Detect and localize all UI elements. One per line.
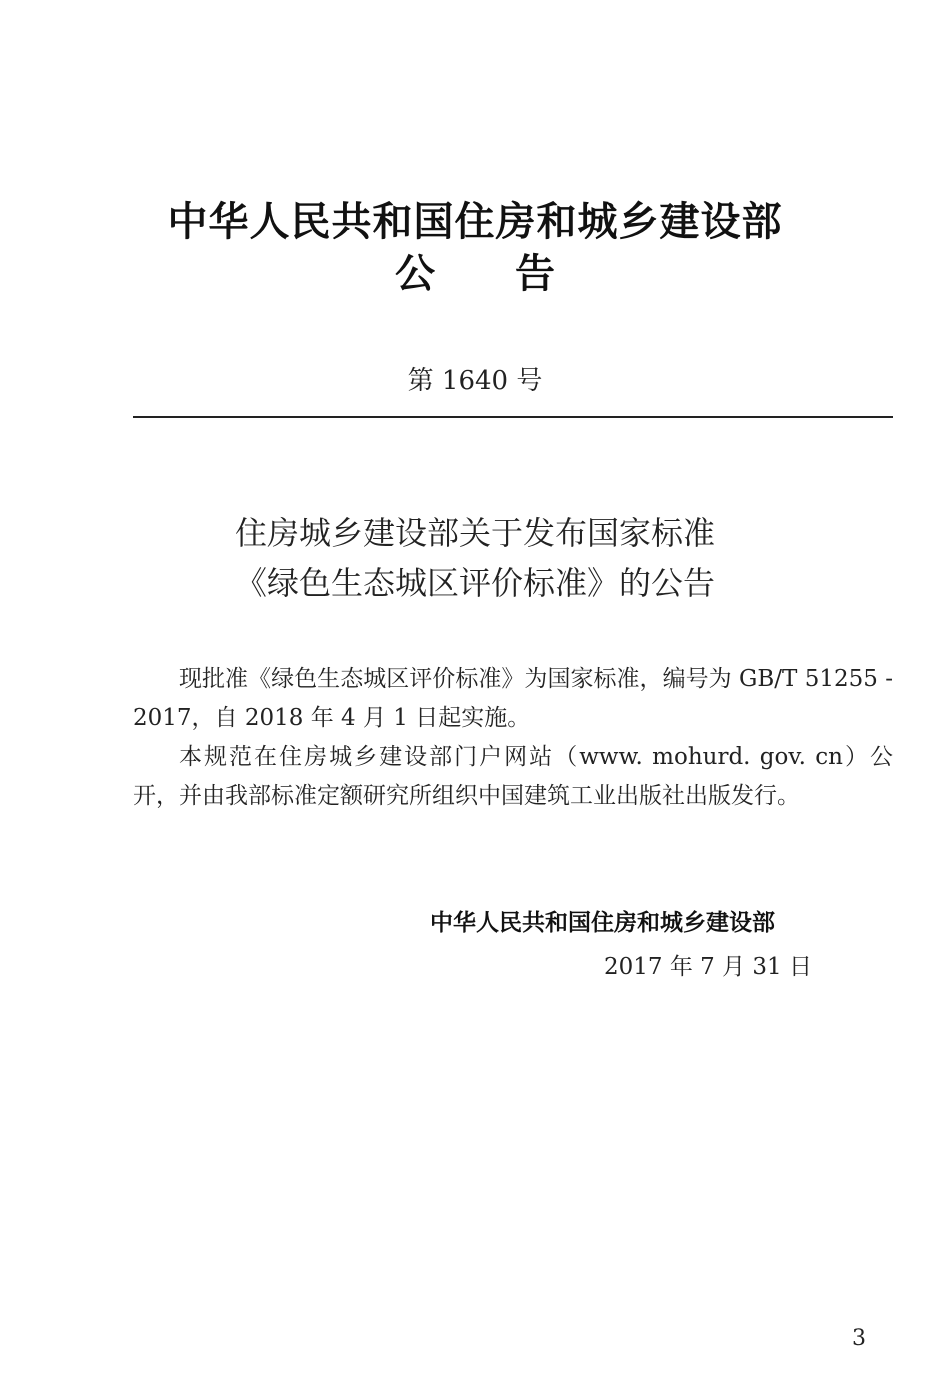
header-divider xyxy=(133,416,893,418)
title-line-2: 《绿色生态城区评价标准》的公告 xyxy=(234,564,715,602)
announcement-title xyxy=(0,508,950,608)
document-type-heading: 公告 xyxy=(395,250,635,297)
signature-organization: 中华人民共和国住房和城乡建设部 xyxy=(430,910,775,936)
body-paragraph-1: 现批准《绿色生态城区评价标准》为国家标准，编号为 GB/T 51255 - 2017，自 2018 年 4 月 1 日起实施。 xyxy=(133,666,893,731)
title-line-1: 住房城乡建设部关于发布国家标准 xyxy=(234,514,715,552)
announcement-body xyxy=(133,660,893,816)
body-paragraph-2: 本规范在住房城乡建设部门户网站（www. mohurd. gov. cn）公开，并由我部标准定额研究所组织中国建筑工业出版社出版发行。 xyxy=(133,744,893,809)
issuer-heading: 中华人民共和国住房和城乡建设部 xyxy=(167,198,783,245)
signature-date: 2017 年 7 月 31 日 xyxy=(604,954,812,980)
document-number: 第 1640 号 xyxy=(407,366,543,396)
page-number: 3 xyxy=(852,1326,866,1351)
